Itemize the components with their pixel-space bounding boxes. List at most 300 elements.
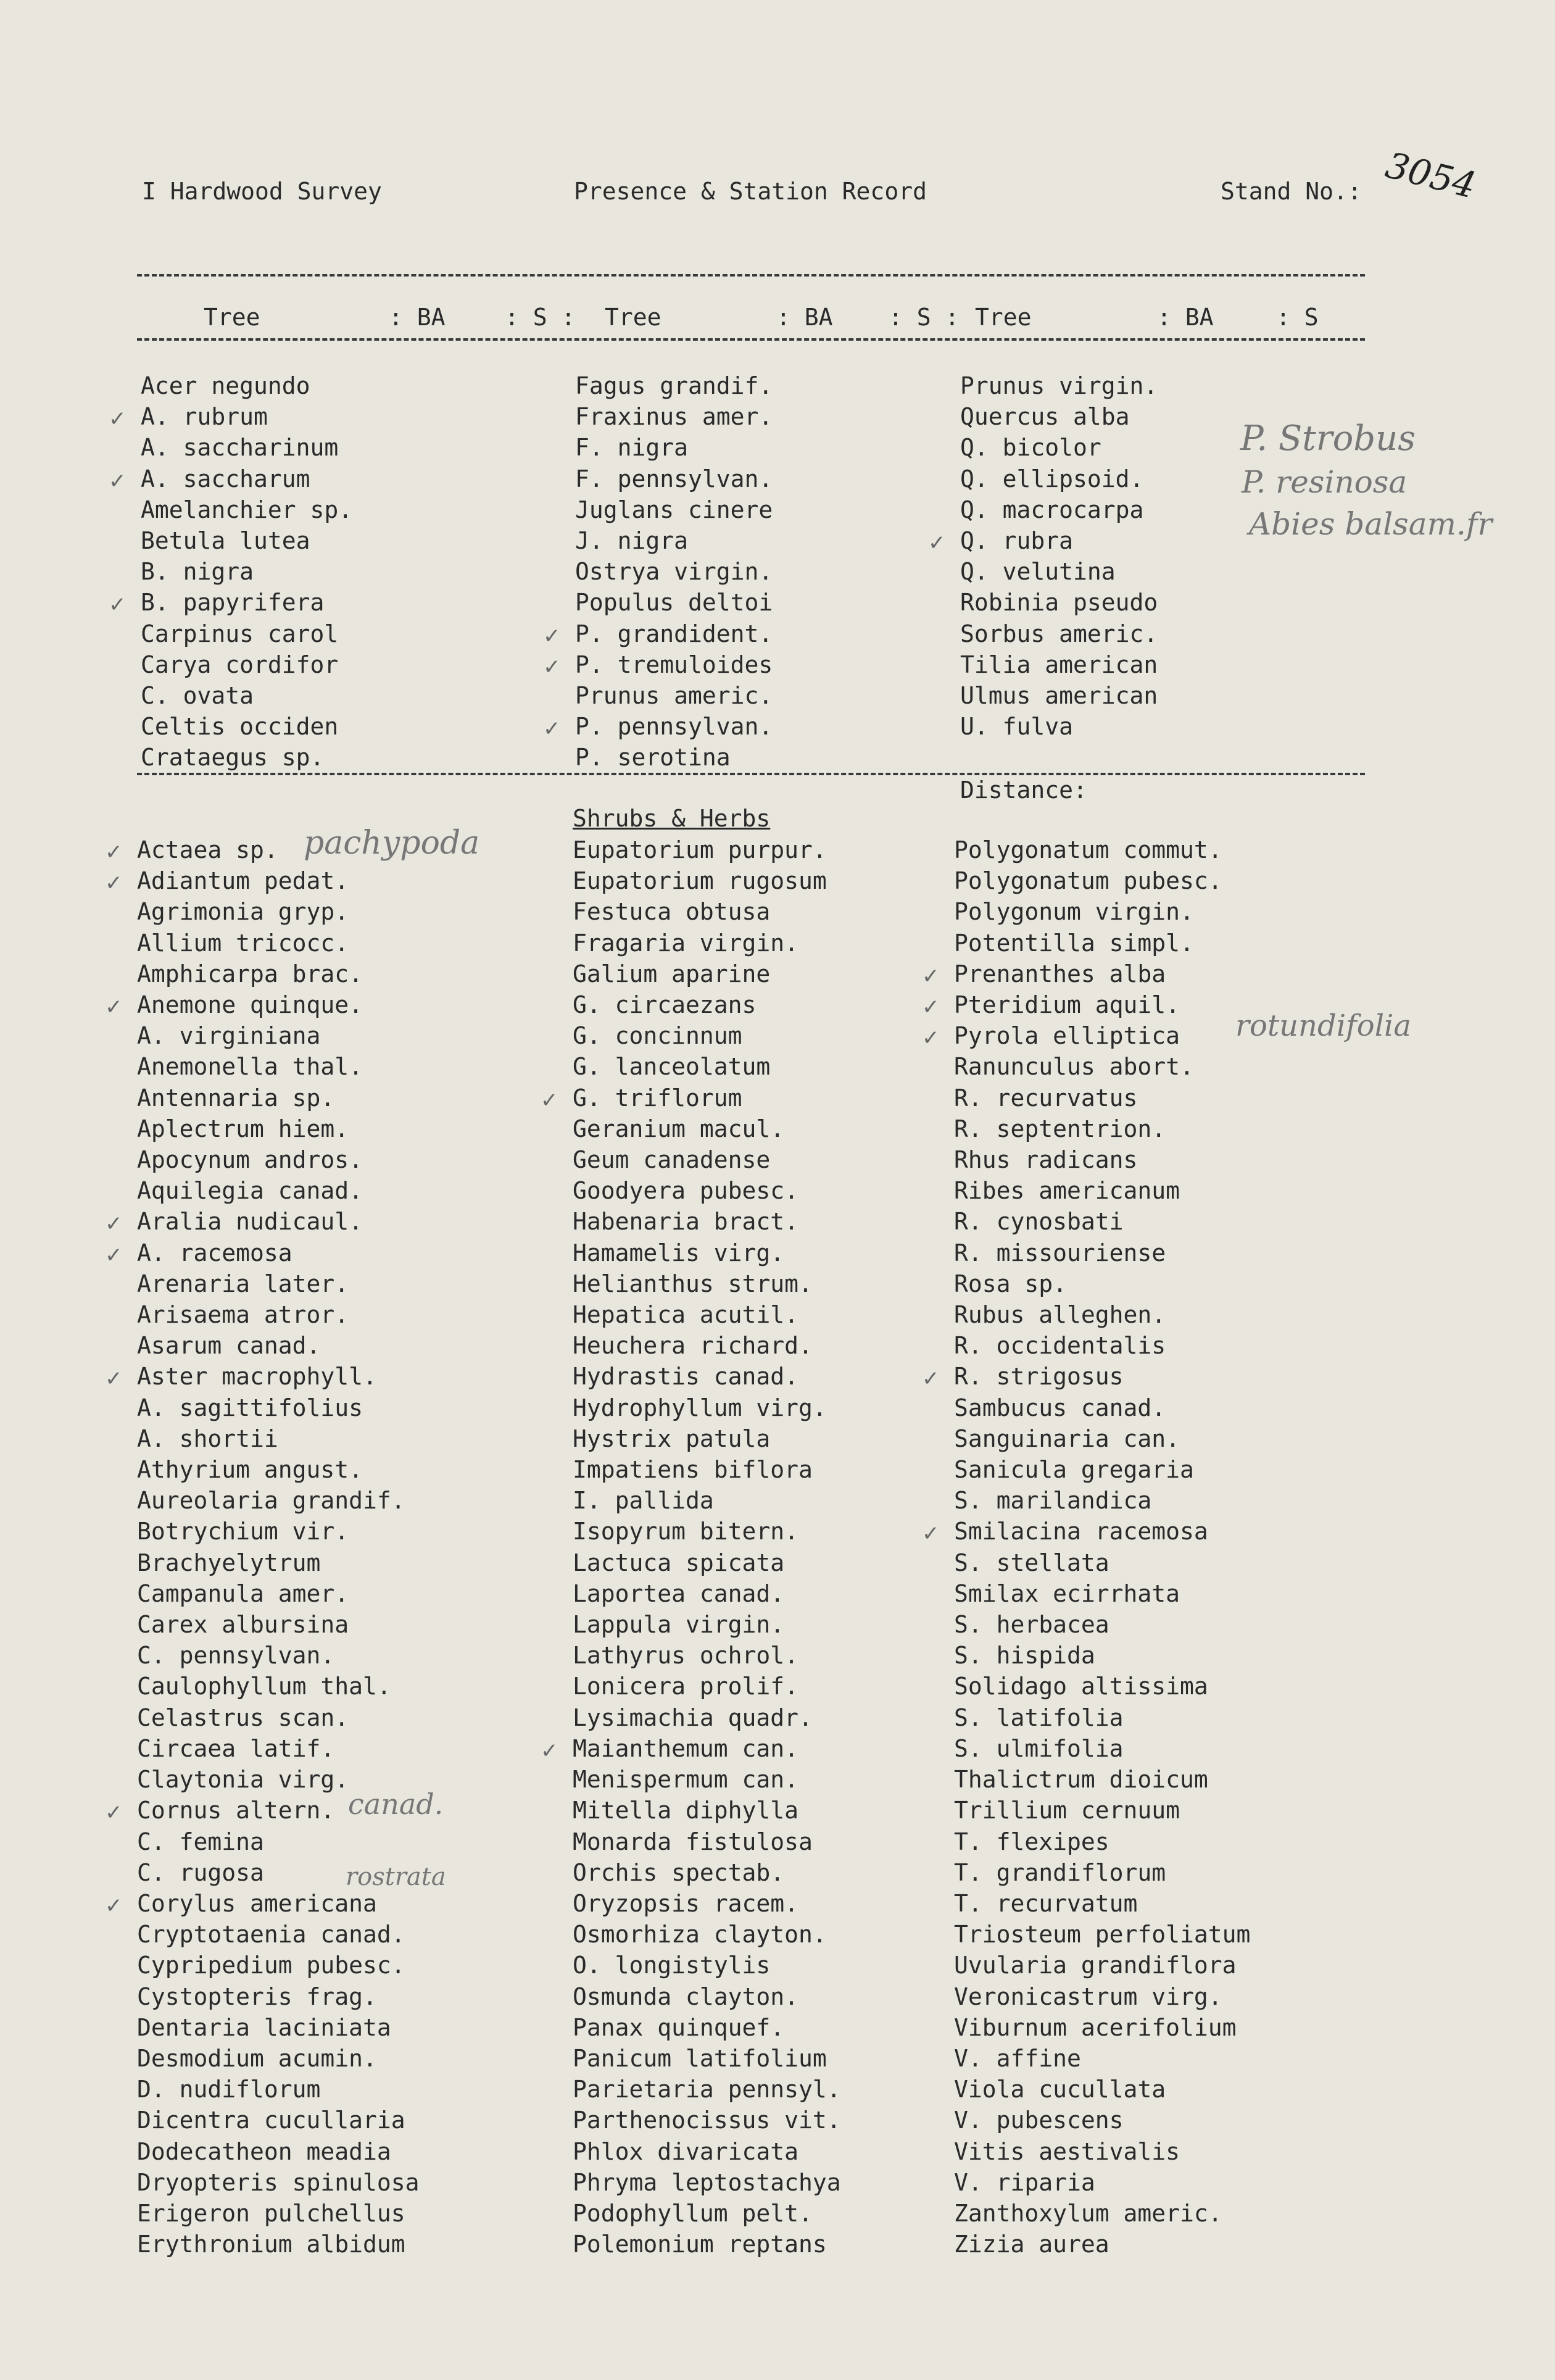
species-name: G. circaezans	[573, 991, 757, 1019]
herb-species	[954, 1083, 1250, 1113]
species-name: Juglans cinere	[575, 496, 773, 523]
species-name: Phryma leptostachya	[573, 2168, 841, 2196]
herb-species	[954, 1299, 1250, 1330]
species-name: Hydrophyllum virg.	[573, 1394, 827, 1421]
herb-species	[137, 1702, 420, 1733]
herb-species	[105, 1206, 420, 1237]
herb-species	[954, 1175, 1250, 1206]
species-name: Actaea sp.	[137, 836, 278, 863]
pencil-check-icon: ✓	[543, 717, 561, 742]
herb-species	[573, 865, 841, 896]
species-name: I. pallida	[573, 1487, 714, 1515]
herb-species	[954, 2136, 1250, 2167]
species-name: A. saccharinum	[141, 434, 339, 462]
herb-species	[573, 1423, 841, 1454]
herb-species	[137, 1950, 420, 1981]
note-cornus: canad.	[348, 1787, 444, 1821]
herb-species	[573, 2229, 841, 2260]
tree-species	[960, 494, 1158, 525]
herb-species	[573, 2105, 841, 2136]
herb-species	[954, 1795, 1250, 1826]
herb-species	[573, 2167, 841, 2198]
herb-list-col2	[541, 834, 841, 2260]
tree-species	[141, 525, 352, 556]
species-name: G. triflorum	[573, 1084, 742, 1112]
tree-species	[141, 494, 352, 525]
pencil-check-icon: ✓	[109, 593, 126, 618]
herb-species	[954, 1547, 1250, 1578]
species-name: S. herbacea	[954, 1611, 1109, 1639]
tree-species	[575, 432, 773, 463]
herb-species	[573, 1485, 841, 1516]
species-name: S. latifolia	[954, 1704, 1124, 1731]
herb-species	[573, 989, 841, 1020]
pencil-check-icon: ✓	[105, 1893, 123, 1918]
species-name: Carya cordifor	[141, 651, 339, 678]
herb-species	[137, 1981, 420, 2012]
tree-note-3: Abies balsam.fr	[1249, 506, 1493, 542]
species-name: Aster macrophyll.	[137, 1363, 377, 1391]
species-name: Arisaema atror.	[137, 1301, 349, 1329]
species-name: Hydrastis canad.	[573, 1363, 799, 1391]
herb-species	[954, 1888, 1250, 1919]
herb-species	[573, 1361, 841, 1392]
herb-species	[137, 1671, 420, 1702]
tree-species	[960, 711, 1158, 742]
tree-species	[960, 587, 1158, 618]
species-name: Lathyrus ochrol.	[573, 1642, 799, 1670]
species-name: Prunus virgin.	[960, 372, 1158, 399]
herb-species	[137, 1113, 420, 1144]
species-name: Brachyelytrum	[137, 1549, 321, 1576]
species-name: Polygonatum commut.	[954, 836, 1222, 863]
tree-species	[575, 401, 773, 432]
col-ba-2: : BA	[776, 304, 833, 331]
species-name: Triosteum perfoliatum	[954, 1921, 1251, 1949]
species-name: Lappula virgin.	[573, 1611, 785, 1639]
species-name: Dicentra cucullaria	[137, 2107, 405, 2134]
species-name: Parietaria pennsyl.	[573, 2076, 841, 2103]
herb-species	[573, 1919, 841, 1950]
tree-list-col3	[928, 370, 1158, 742]
species-name: S. ulmifolia	[954, 1734, 1124, 1762]
herb-species	[954, 1423, 1250, 1454]
species-name: Q. bicolor	[960, 434, 1101, 462]
herb-species	[541, 1083, 841, 1113]
species-name: Pyrola elliptica	[954, 1022, 1180, 1050]
herb-species	[922, 959, 1250, 989]
herb-species	[954, 1764, 1250, 1795]
species-name: Ostrya virgin.	[575, 558, 773, 586]
species-name: F. pennsylvan.	[575, 465, 773, 493]
col-tree-1: Tree	[204, 304, 260, 331]
herb-species	[573, 1640, 841, 1671]
species-name: S. stellata	[954, 1549, 1109, 1576]
tree-note-1: P. Strobus	[1240, 418, 1416, 459]
herb-species	[954, 2229, 1250, 2260]
species-name: T. flexipes	[954, 1828, 1109, 1855]
species-name: Eupatorium purpur.	[573, 836, 827, 863]
tree-species	[543, 711, 773, 742]
species-name: U. fulva	[960, 713, 1074, 741]
species-name: Corylus americana	[137, 1889, 377, 1917]
herb-species	[573, 2012, 841, 2043]
herb-species	[954, 1950, 1250, 1981]
species-name: Quercus alba	[960, 403, 1130, 431]
tree-species	[575, 680, 773, 711]
species-name: Parthenocissus vit.	[573, 2107, 841, 2134]
herb-species	[105, 1238, 420, 1268]
species-name: A. rubrum	[141, 403, 268, 431]
species-name: Viburnum acerifolium	[954, 2013, 1237, 2041]
herb-species	[954, 2167, 1250, 2198]
herb-species	[573, 1702, 841, 1733]
species-name: Sambucus canad.	[954, 1394, 1166, 1421]
note-pyrola: rotundifolia	[1235, 1009, 1412, 1043]
tree-species	[960, 370, 1158, 401]
herb-species	[954, 2198, 1250, 2229]
herb-species	[137, 1330, 420, 1361]
herb-species	[573, 1671, 841, 1702]
species-name: Cryptotaenia canad.	[137, 1921, 405, 1949]
col-ba-3: : BA	[1157, 304, 1214, 331]
tree-species	[960, 464, 1158, 494]
species-name: R. strigosus	[954, 1363, 1124, 1391]
species-name: Q. ellipsoid.	[960, 465, 1144, 493]
herb-species	[573, 1547, 841, 1578]
species-name: Vitis aestivalis	[954, 2137, 1180, 2165]
species-name: Solidago altissima	[954, 1673, 1208, 1700]
tree-species	[928, 525, 1158, 556]
species-name: A. saccharum	[141, 465, 310, 493]
species-name: Ribes americanum	[954, 1177, 1180, 1205]
col-ba-1: : BA	[389, 304, 446, 331]
herb-species	[137, 2074, 420, 2105]
species-name: Osmorhiza clayton.	[573, 1921, 827, 1949]
herb-list-col3	[922, 834, 1251, 2260]
species-name: Q. macrocarpa	[960, 496, 1144, 523]
herb-species	[573, 1888, 841, 1919]
species-name: A. sagittifolius	[137, 1394, 363, 1421]
herb-species	[573, 1330, 841, 1361]
herb-species	[137, 1051, 420, 1082]
species-name: O. longistylis	[573, 1952, 771, 1979]
species-name: S. hispida	[954, 1642, 1095, 1670]
herb-list-col1	[105, 834, 420, 2260]
species-name: R. septentrion.	[954, 1115, 1166, 1142]
species-name: Cypripedium pubesc.	[137, 1952, 405, 1979]
herb-species	[573, 1795, 841, 1826]
tree-species	[960, 401, 1158, 432]
herb-species	[954, 1733, 1250, 1764]
herb-species	[137, 1640, 420, 1671]
species-name: G. lanceolatum	[573, 1053, 771, 1081]
species-name: Zanthoxylum americ.	[954, 2199, 1222, 2227]
herb-species	[573, 2043, 841, 2074]
tree-species	[109, 464, 352, 494]
species-name: V. riparia	[954, 2168, 1095, 2196]
tree-species	[575, 464, 773, 494]
herb-species	[573, 896, 841, 927]
pencil-check-icon: ✓	[541, 1738, 558, 1763]
herb-species	[137, 2105, 420, 2136]
species-name: Adiantum pedat.	[137, 867, 349, 895]
species-name: Q. rubra	[960, 527, 1074, 555]
pencil-check-icon: ✓	[922, 1026, 940, 1051]
species-name: Arenaria later.	[137, 1270, 349, 1297]
species-name: Monarda fistulosa	[573, 1828, 813, 1855]
herb-species	[573, 1020, 841, 1051]
species-name: Geranium macul.	[573, 1115, 785, 1142]
tree-species	[960, 680, 1158, 711]
col-tree-2: Tree	[605, 304, 661, 331]
species-name: Ulmus american	[960, 682, 1158, 710]
herb-species	[954, 2012, 1250, 2043]
herb-species	[954, 2074, 1250, 2105]
herb-species	[954, 1330, 1250, 1361]
stand-label: Stand No.:	[1221, 178, 1362, 205]
species-name: Fagus grandif.	[575, 372, 773, 399]
pencil-check-icon: ✓	[922, 963, 940, 989]
species-name: Polemonium reptans	[573, 2231, 827, 2258]
herb-species	[573, 1299, 841, 1330]
species-name: Trillium cernuum	[954, 1797, 1180, 1825]
herb-species	[954, 2105, 1250, 2136]
herb-species	[573, 1981, 841, 2012]
species-name: Erigeron pulchellus	[137, 2199, 405, 2227]
herb-species	[137, 1144, 420, 1175]
pencil-check-icon: ✓	[922, 1367, 940, 1392]
species-name: Amelanchier sp.	[141, 496, 353, 523]
species-name: Sanicula gregaria	[954, 1456, 1194, 1484]
species-name: Agrimonia gryp.	[137, 898, 349, 926]
species-name: Oryzopsis racem.	[573, 1889, 799, 1917]
tree-species	[960, 556, 1158, 587]
species-name: Celtis occiden	[141, 713, 339, 741]
species-name: Circaea latif.	[137, 1734, 335, 1762]
species-name: Polygonatum pubesc.	[954, 867, 1222, 895]
herb-species	[573, 1950, 841, 1981]
species-name: Panax quinquef.	[573, 2013, 785, 2041]
species-name: Aplectrum hiem.	[137, 1115, 349, 1142]
tree-species	[960, 432, 1158, 463]
divider-top	[137, 274, 1365, 277]
tree-note-2: P. resinosa	[1242, 464, 1408, 500]
species-name: C. ovata	[141, 682, 254, 710]
species-name: Rosa sp.	[954, 1270, 1068, 1297]
species-name: Maianthemum can.	[573, 1734, 799, 1762]
species-name: R. recurvatus	[954, 1084, 1138, 1112]
herb-species	[573, 2136, 841, 2167]
species-name: V. pubescens	[954, 2107, 1124, 2134]
divider-header	[137, 338, 1365, 341]
note-actaea: pachypoda	[304, 825, 480, 862]
species-name: Menispermum can.	[573, 1766, 799, 1794]
species-name: Rubus alleghen.	[954, 1301, 1166, 1329]
herb-species	[954, 1609, 1250, 1640]
species-name: Anemonella thal.	[137, 1053, 363, 1081]
species-name: V. affine	[954, 2044, 1081, 2072]
species-name: Apocynum andros.	[137, 1146, 363, 1174]
species-name: Dodecatheon meadia	[137, 2137, 391, 2165]
shrubs-herbs-heading: Shrubs & Herbs	[573, 805, 771, 832]
species-name: Cystopteris frag.	[137, 1983, 377, 2010]
herb-species	[137, 1299, 420, 1330]
tree-species	[575, 370, 773, 401]
species-name: Hamamelis virg.	[573, 1239, 785, 1267]
herb-species	[137, 1733, 420, 1764]
herb-species	[137, 2136, 420, 2167]
tree-species	[575, 587, 773, 618]
record-title: Presence & Station Record	[574, 178, 927, 205]
pencil-check-icon: ✓	[922, 995, 940, 1020]
tree-species	[575, 525, 773, 556]
herb-species	[137, 1268, 420, 1299]
species-name: Viola cucullata	[954, 2076, 1166, 2103]
herb-species	[922, 1516, 1250, 1547]
herb-species	[954, 1238, 1250, 1268]
stand-number-handwritten: 3054	[1381, 144, 1480, 207]
tree-species	[543, 649, 773, 680]
species-name: Asarum canad.	[137, 1332, 321, 1360]
tree-list-col2	[543, 370, 773, 773]
herb-species	[573, 1516, 841, 1547]
herb-species	[137, 1547, 420, 1578]
herb-species	[954, 896, 1250, 927]
herb-species	[954, 1144, 1250, 1175]
species-name: Populus deltoi	[575, 589, 773, 617]
herb-species	[573, 2198, 841, 2229]
pencil-check-icon: ✓	[105, 1367, 123, 1392]
species-name: Prunus americ.	[575, 682, 773, 710]
herb-species	[573, 834, 841, 865]
species-name: Orchis spectab.	[573, 1858, 785, 1886]
herb-species	[573, 1268, 841, 1299]
species-name: Dentaria laciniata	[137, 2013, 391, 2041]
herb-species	[954, 1981, 1250, 2012]
herb-species	[573, 928, 841, 959]
species-name: Acer negundo	[141, 372, 310, 399]
col-tree-3: Tree	[975, 304, 1032, 331]
species-name: Panicum latifolium	[573, 2044, 827, 2072]
species-name: C. rugosa	[137, 1858, 264, 1886]
species-name: D. nudiflorum	[137, 2076, 321, 2103]
herb-species	[954, 1485, 1250, 1516]
species-name: J. nigra	[575, 527, 689, 555]
species-name: Celastrus scan.	[137, 1704, 349, 1731]
species-name: Athyrium angust.	[137, 1456, 363, 1484]
tree-species	[575, 742, 773, 773]
herb-species	[954, 834, 1250, 865]
herb-species	[137, 2043, 420, 2074]
species-name: Lysimachia quadr.	[573, 1704, 813, 1731]
species-name: Osmunda clayton.	[573, 1983, 799, 2010]
species-name: Betula lutea	[141, 527, 310, 555]
species-name: Cornus altern.	[137, 1797, 335, 1825]
species-name: Fragaria virgin.	[573, 929, 799, 957]
herb-species	[105, 865, 420, 896]
species-name: Habenaria bract.	[573, 1208, 799, 1236]
tree-species	[141, 649, 352, 680]
pencil-check-icon: ✓	[922, 1521, 940, 1547]
species-name: Robinia pseudo	[960, 589, 1158, 617]
herb-species	[573, 1764, 841, 1795]
tree-species	[141, 742, 352, 773]
herb-species	[922, 1361, 1250, 1392]
herb-species	[954, 928, 1250, 959]
species-name: Potentilla simpl.	[954, 929, 1194, 957]
herb-species	[573, 1113, 841, 1144]
col-s-3: : S	[1276, 304, 1319, 331]
species-name: Ranunculus abort.	[954, 1053, 1194, 1081]
species-name: Impatiens biflora	[573, 1456, 813, 1484]
species-name: Aureolaria grandif.	[137, 1487, 405, 1515]
species-name: Helianthus strum.	[573, 1270, 813, 1297]
species-name: P. tremuloides	[575, 651, 773, 678]
species-name: C. femina	[137, 1828, 264, 1855]
herb-species	[137, 1175, 420, 1206]
herb-species	[573, 1454, 841, 1485]
species-name: Q. velutina	[960, 558, 1116, 586]
species-name: Polygonum virgin.	[954, 898, 1194, 926]
herb-species	[954, 1857, 1250, 1888]
pencil-check-icon: ✓	[109, 407, 126, 432]
species-name: P. serotina	[575, 744, 731, 772]
species-name: Sorbus americ.	[960, 620, 1158, 647]
species-name: Carex albursina	[137, 1611, 349, 1639]
tree-species	[141, 711, 352, 742]
herb-species	[137, 1423, 420, 1454]
herb-species	[137, 1516, 420, 1547]
species-name: Botrychium vir.	[137, 1518, 349, 1546]
distance-label: Distance:	[960, 776, 1087, 804]
species-name: Laportea canad.	[573, 1579, 785, 1607]
tree-species	[141, 556, 352, 587]
note-corylus: rostrata	[346, 1863, 446, 1891]
herb-species	[573, 1609, 841, 1640]
species-name: Fraxinus amer.	[575, 403, 773, 431]
pencil-check-icon: ✓	[105, 1242, 123, 1268]
tree-species	[109, 401, 352, 432]
species-name: P. pennsylvan.	[575, 713, 773, 741]
tree-list-col1	[109, 370, 353, 773]
herb-species	[954, 1206, 1250, 1237]
species-name: A. shortii	[137, 1425, 278, 1452]
herb-species	[105, 1361, 420, 1392]
species-name: Sanguinaria can.	[954, 1425, 1180, 1452]
herb-species	[573, 1238, 841, 1268]
herb-species	[573, 1144, 841, 1175]
herb-species	[954, 1578, 1250, 1609]
species-name: C. pennsylvan.	[137, 1642, 335, 1670]
herb-species	[573, 959, 841, 989]
pencil-check-icon: ✓	[105, 1212, 123, 1237]
herb-species	[137, 2229, 420, 2260]
herb-species	[137, 1826, 420, 1857]
species-name: Pteridium aquil.	[954, 991, 1180, 1019]
herb-species	[137, 1392, 420, 1423]
species-name: Aquilegia canad.	[137, 1177, 363, 1205]
herb-species	[954, 1268, 1250, 1299]
pencil-check-icon: ✓	[541, 1088, 558, 1113]
pencil-check-icon: ✓	[543, 623, 561, 649]
herb-species	[137, 2198, 420, 2229]
species-name: Crataegus sp.	[141, 744, 325, 772]
species-name: Desmodium acumin.	[137, 2044, 377, 2072]
herb-species	[954, 865, 1250, 896]
species-name: B. nigra	[141, 558, 254, 586]
herb-species	[573, 1857, 841, 1888]
